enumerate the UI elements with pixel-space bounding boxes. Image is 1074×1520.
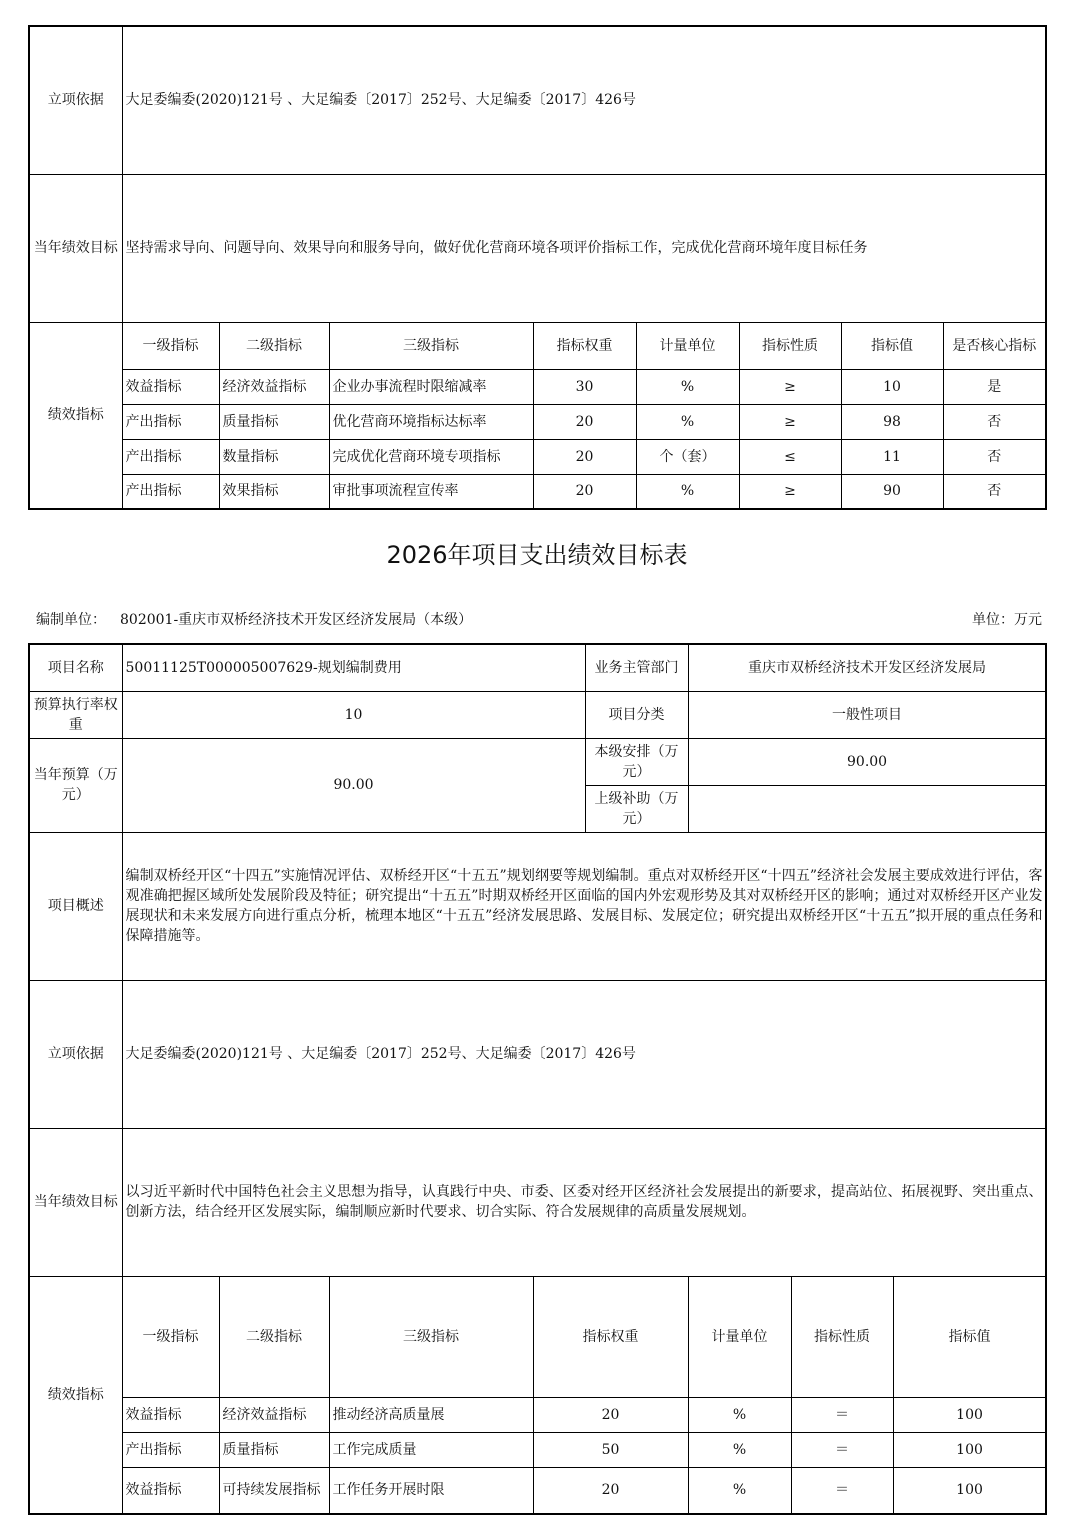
cell-level2: 经济效益指标	[219, 1397, 329, 1432]
cell-nature: ≤	[739, 439, 841, 474]
cell-level3: 推动经济高质量展	[329, 1397, 533, 1432]
cell-level1: 产出指标	[122, 474, 219, 509]
cell-nature: ＝	[791, 1432, 893, 1467]
cell-nature: ≥	[739, 404, 841, 439]
table-row	[29, 474, 1046, 509]
budget-label: 当年预算（万元）	[29, 738, 122, 832]
table-row	[29, 1432, 1046, 1467]
dept-label: 业务主管部门	[585, 644, 688, 691]
upper-label: 上级补助（万元）	[585, 785, 688, 832]
project-name-value: 50011125T000005007629-规划编制费用	[122, 644, 585, 691]
cell-unit: %	[636, 404, 739, 439]
dept-value: 重庆市双桥经济技术开发区经济发展局	[688, 644, 1046, 691]
cell-level3: 审批事项流程宣传率	[329, 474, 533, 509]
basis-text: 大足委编委(2020)121号 、大足编委〔2017〕252号、大足编委〔2017〕426号	[122, 980, 1046, 1128]
cell-level1: 效益指标	[122, 1397, 219, 1432]
cell-level2: 质量指标	[219, 404, 329, 439]
cell-weight: 20	[533, 439, 636, 474]
performance-table	[28, 643, 1047, 1515]
cell-unit: %	[636, 369, 739, 404]
local-label: 本级安排（万元）	[585, 738, 688, 785]
cell-value: 100	[893, 1467, 1046, 1514]
cell-unit: %	[688, 1467, 791, 1514]
table-row	[29, 1467, 1046, 1514]
cell-nature: ＝	[791, 1467, 893, 1514]
table-row	[29, 404, 1046, 439]
header-value: 指标值	[841, 322, 943, 369]
cell-level2: 可持续发展指标	[219, 1467, 329, 1514]
header-core: 是否核心指标	[943, 322, 1046, 369]
cell-nature: ≥	[739, 369, 841, 404]
table-row	[29, 439, 1046, 474]
cell-unit: %	[688, 1397, 791, 1432]
cell-level1: 产出指标	[122, 439, 219, 474]
cell-level3: 优化营商环境指标达标率	[329, 404, 533, 439]
cell-weight: 20	[533, 474, 636, 509]
cell-weight: 20	[533, 1397, 688, 1432]
page-title: 2026年项目支出绩效目标表	[386, 541, 688, 569]
header-nature: 指标性质	[791, 1276, 893, 1397]
header-level2: 二级指标	[219, 322, 329, 369]
cell-nature: ≥	[739, 474, 841, 509]
cell-level1: 效益指标	[122, 369, 219, 404]
overview-text: 编制双桥经开区“十四五”实施情况评估、双桥经开区“十五五”规划纲要等规划编制。重点对双桥经开区“十四五”经济社会发展主要成效进行评估，客观准确把握区域所处发展阶段及特征；研究提出“十五五”时期双桥经开区面临的国内外宏观形势及其对双桥经开区的影响；通过对双桥经开区产业发展现状和未来发展方向进行重点分析，梳理本地区“十五五”经济发展思路、发展目标、发展定位；研究提出双桥经开区“十五五”拟开展的重点任务和保障措施等。	[122, 832, 1046, 980]
goal-label: 当年绩效目标	[29, 1128, 122, 1276]
header-level3: 三级指标	[329, 1276, 533, 1397]
cell-level3: 企业办事流程时限缩减率	[329, 369, 533, 404]
cell-weight: 30	[533, 369, 636, 404]
cell-value: 100	[893, 1432, 1046, 1467]
cell-weight: 20	[533, 1467, 688, 1514]
indicators-label: 绩效指标	[29, 322, 122, 509]
org-value: 802001-重庆市双桥经济技术开发区经济发展局（本级）	[120, 612, 473, 628]
cell-level2: 经济效益指标	[219, 369, 329, 404]
cell-level2: 效果指标	[219, 474, 329, 509]
cell-unit: %	[688, 1432, 791, 1467]
cell-core: 是	[943, 369, 1046, 404]
cell-nature: ＝	[791, 1397, 893, 1432]
goal-text: 以习近平新时代中国特色社会主义思想为指导，认真践行中央、市委、区委对经开区经济社会发展提出的新要求，提高站位、拓展视野、突出重点、创新方法，结合经开区发展实际，编制顺应新时代要求、切合实际、符合发展规律的高质量发展规划。	[122, 1128, 1046, 1276]
table-row	[29, 1397, 1046, 1432]
header-unit: 计量单位	[636, 322, 739, 369]
indicators-label: 绩效指标	[29, 1276, 122, 1514]
basis-label: 立项依据	[29, 26, 122, 174]
cell-level3: 工作任务开展时限	[329, 1467, 533, 1514]
cell-level1: 产出指标	[122, 1432, 219, 1467]
header-value: 指标值	[893, 1276, 1046, 1397]
header-weight: 指标权重	[533, 322, 636, 369]
budget-value: 90.00	[122, 738, 585, 832]
goal-text: 坚持需求导向、问题导向、效果导向和服务导向，做好优化营商环境各项评价指标工作，完成优化营商环境年度目标任务	[122, 174, 1046, 322]
org-line	[36, 610, 472, 630]
category-value: 一般性项目	[688, 691, 1046, 738]
basis-label: 立项依据	[29, 980, 122, 1128]
cell-weight: 50	[533, 1432, 688, 1467]
cell-value: 11	[841, 439, 943, 474]
basis-text: 大足委编委(2020)121号 、大足编委〔2017〕252号、大足编委〔2017〕426号	[122, 26, 1046, 174]
header-level3: 三级指标	[329, 322, 533, 369]
cell-core: 否	[943, 474, 1046, 509]
table-row	[29, 369, 1046, 404]
upper-value	[688, 785, 1046, 832]
rate-value: 10	[122, 691, 585, 738]
cell-level3: 工作完成质量	[329, 1432, 533, 1467]
cell-level3: 完成优化营商环境专项指标	[329, 439, 533, 474]
header-level1: 一级指标	[122, 322, 219, 369]
header-unit: 计量单位	[688, 1276, 791, 1397]
header-level2: 二级指标	[219, 1276, 329, 1397]
cell-core: 否	[943, 439, 1046, 474]
cell-weight: 20	[533, 404, 636, 439]
overview-label: 项目概述	[29, 832, 122, 980]
header-nature: 指标性质	[739, 322, 841, 369]
cell-level1: 效益指标	[122, 1467, 219, 1514]
cell-core: 否	[943, 404, 1046, 439]
category-label: 项目分类	[585, 691, 688, 738]
rate-label: 预算执行率权重	[29, 691, 122, 738]
unit-text: 单位：万元	[972, 612, 1042, 628]
cell-value: 90	[841, 474, 943, 509]
cell-unit: %	[636, 474, 739, 509]
org-label: 编制单位：	[36, 612, 106, 628]
header-level1: 一级指标	[122, 1276, 219, 1397]
cell-value: 10	[841, 369, 943, 404]
cell-level2: 质量指标	[219, 1432, 329, 1467]
cell-unit: 个（套）	[636, 439, 739, 474]
local-value: 90.00	[688, 738, 1046, 785]
cell-level2: 数量指标	[219, 439, 329, 474]
header-weight: 指标权重	[533, 1276, 688, 1397]
cell-value: 100	[893, 1397, 1046, 1432]
cell-level1: 产出指标	[122, 404, 219, 439]
cell-value: 98	[841, 404, 943, 439]
goal-label: 当年绩效目标	[29, 174, 122, 322]
project-name-label: 项目名称	[29, 644, 122, 691]
performance-table-previous	[28, 25, 1047, 510]
